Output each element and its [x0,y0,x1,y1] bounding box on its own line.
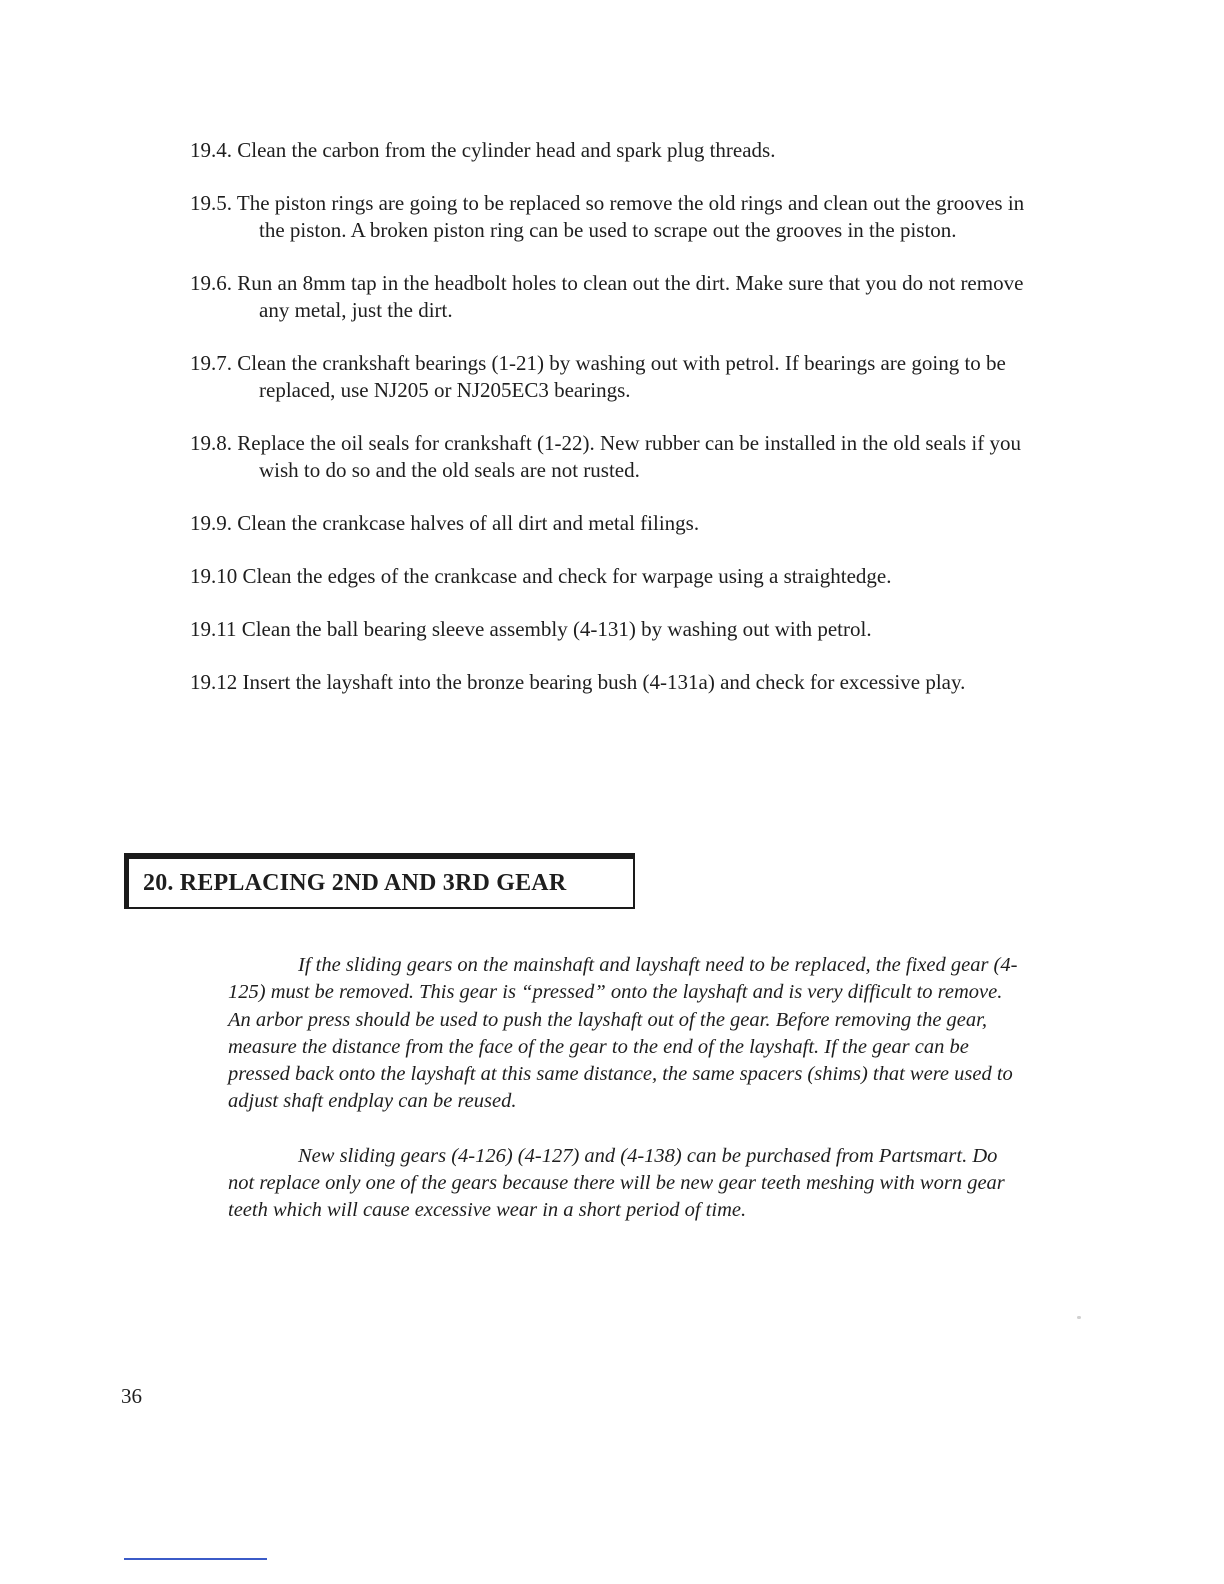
step-19-8: 19.8. Replace the oil seals for crankshaft (1-22). New rubber can be installed in the old seals if you wish to do so and the old seals are not rusted. [190,431,1021,482]
step-19-11: 19.11 Clean the ball bearing sleeve assembly (4-131) by washing out with petrol. [190,617,872,641]
section-title: 20. REPLACING 2ND AND 3RD GEAR [143,870,567,896]
step-19-6: 19.6. Run an 8mm tap in the headbolt holes to clean out the dirt. Make sure that you do not remove any metal, just the dirt. [190,271,1024,322]
page-number: 36 [121,1384,142,1408]
section-body [228,952,1018,1252]
scan-speck [1077,1316,1081,1319]
section-paragraph-1: If the sliding gears on the mainshaft and layshaft need to be replaced, the fixed gear (4-125) must be removed. This gear is “pressed” onto the layshaft and is very difficult to remove. An arbor press should be used to push the layshaft out of the gear. Before removing the gear, measure the distance from the face of the gear to the end of the layshaft. If the gear can be pressed back onto the layshaft at this same distance, the same spacers (shims) that were used to adjust shaft endplay can be reused. [228,954,1018,1113]
procedure-steps [190,137,1050,722]
step-19-9: 19.9. Clean the crankcase halves of all dirt and metal filings. [190,511,700,535]
footer-rule [124,1558,267,1560]
step-19-5: 19.5. The piston rings are going to be replaced so remove the old rings and clean out the grooves in the piston. A broken piston ring can be used to scrape out the grooves in the piston. [190,191,1025,242]
step-19-4: 19.4. Clean the carbon from the cylinder head and spark plug threads. [190,138,776,162]
section-heading-box [124,853,635,909]
section-paragraph-2: New sliding gears (4-126) (4-127) and (4-138) can be purchased from Partsmart. Do not replace only one of the gears because there will be new gear teeth meshing with worn gear teeth which will cause excessive wear in a short period of time. [228,1144,1005,1222]
step-19-10: 19.10 Clean the edges of the crankcase and check for warpage using a straightedge. [190,564,892,588]
step-19-12: 19.12 Insert the layshaft into the bronze bearing bush (4-131a) and check for excessive play. [190,670,966,694]
step-19-7: 19.7. Clean the crankshaft bearings (1-21) by washing out with petrol. If bearings are going to be replaced, use NJ205 or NJ205EC3 bearings. [190,351,1006,402]
